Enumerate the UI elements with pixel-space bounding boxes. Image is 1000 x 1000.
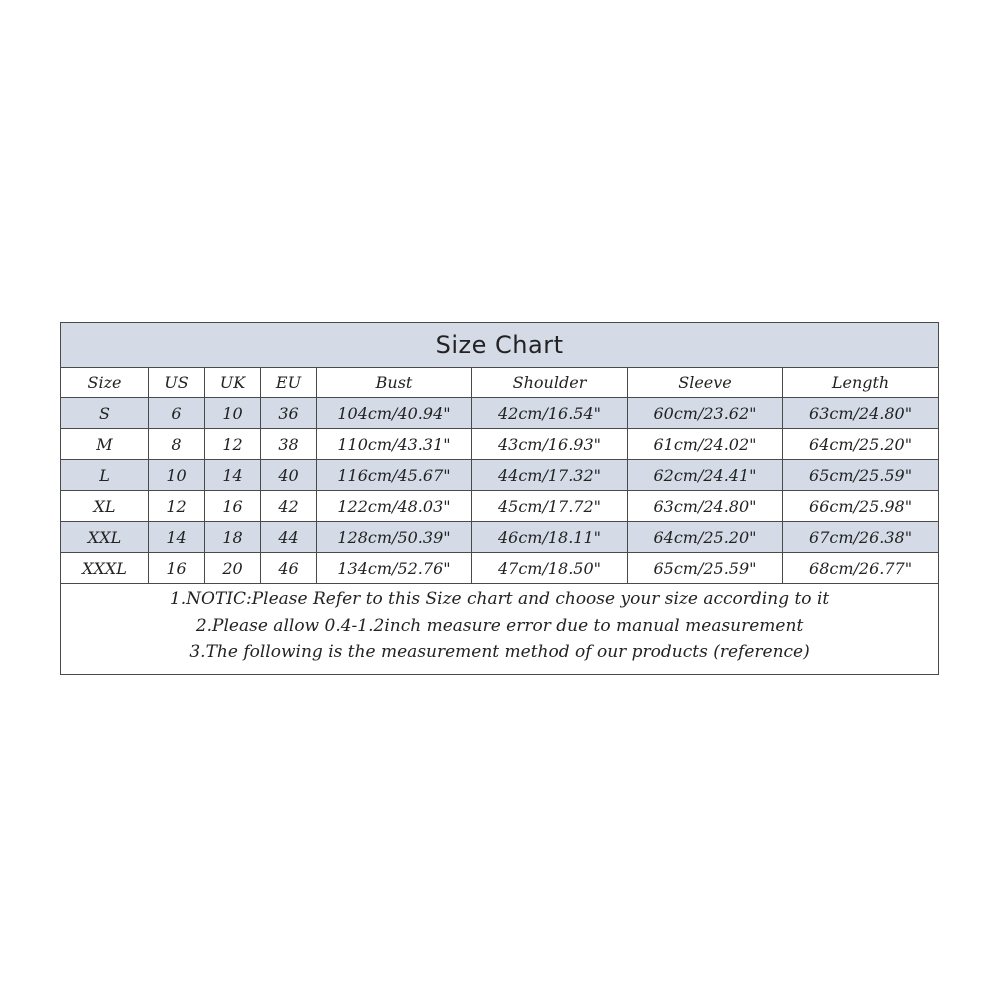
notes-cell: [61, 584, 939, 675]
length-cell: 63cm/24.80": [783, 398, 939, 429]
us-cell: 10: [149, 460, 205, 491]
length-cell: 68cm/26.77": [783, 553, 939, 584]
column-header-us: US: [149, 368, 205, 398]
size-cell: XXL: [61, 522, 149, 553]
uk-cell: 16: [205, 491, 261, 522]
sleeve-cell: 65cm/25.59": [628, 553, 783, 584]
table-row: [61, 460, 939, 491]
us-cell: 12: [149, 491, 205, 522]
column-header-uk: UK: [205, 368, 261, 398]
size-table: [60, 322, 939, 675]
uk-cell: 18: [205, 522, 261, 553]
us-cell: 6: [149, 398, 205, 429]
eu-cell: 44: [261, 522, 317, 553]
shoulder-cell: 43cm/16.93": [472, 429, 628, 460]
note-line: 2.Please allow 0.4-1.2inch measure error due to manual measurement: [195, 615, 804, 636]
bust-cell: 110cm/43.31": [317, 429, 472, 460]
column-header-shoulder: Shoulder: [472, 368, 628, 398]
us-cell: 8: [149, 429, 205, 460]
column-header-length: Length: [783, 368, 939, 398]
column-header-sleeve: Sleeve: [628, 368, 783, 398]
bust-cell: 122cm/48.03": [317, 491, 472, 522]
bust-cell: 128cm/50.39": [317, 522, 472, 553]
length-cell: 65cm/25.59": [783, 460, 939, 491]
note-line: 3.The following is the measurement method of our products (reference): [189, 642, 810, 662]
us-cell: 14: [149, 522, 205, 553]
table-row: [61, 522, 939, 553]
uk-cell: 14: [205, 460, 261, 491]
size-chart: [60, 322, 938, 675]
sleeve-cell: 64cm/25.20": [628, 522, 783, 553]
sleeve-cell: 60cm/23.62": [628, 398, 783, 429]
table-row: [61, 429, 939, 460]
size-cell: M: [61, 429, 149, 460]
eu-cell: 40: [261, 460, 317, 491]
column-header-bust: Bust: [317, 368, 472, 398]
shoulder-cell: 44cm/17.32": [472, 460, 628, 491]
bust-cell: 104cm/40.94": [317, 398, 472, 429]
column-header-size: Size: [61, 368, 149, 398]
shoulder-cell: 46cm/18.11": [472, 522, 628, 553]
eu-cell: 36: [261, 398, 317, 429]
chart-title: Size Chart: [61, 323, 939, 368]
size-cell: XXXL: [61, 553, 149, 584]
header-row: [61, 368, 939, 398]
size-cell: XL: [61, 491, 149, 522]
table-row: [61, 398, 939, 429]
length-cell: 64cm/25.20": [783, 429, 939, 460]
size-cell: L: [61, 460, 149, 491]
uk-cell: 20: [205, 553, 261, 584]
eu-cell: 38: [261, 429, 317, 460]
eu-cell: 46: [261, 553, 317, 584]
size-cell: S: [61, 398, 149, 429]
shoulder-cell: 45cm/17.72": [472, 491, 628, 522]
shoulder-cell: 47cm/18.50": [472, 553, 628, 584]
note-line: 1.NOTIC:Please Refer to this Size chart and choose your size according to it: [169, 589, 830, 609]
us-cell: 16: [149, 553, 205, 584]
sleeve-cell: 63cm/24.80": [628, 491, 783, 522]
sleeve-cell: 61cm/24.02": [628, 429, 783, 460]
table-row: [61, 491, 939, 522]
sleeve-cell: 62cm/24.41": [628, 460, 783, 491]
shoulder-cell: 42cm/16.54": [472, 398, 628, 429]
bust-cell: 116cm/45.67": [317, 460, 472, 491]
notes-row: [61, 584, 939, 675]
column-header-eu: EU: [261, 368, 317, 398]
length-cell: 66cm/25.98": [783, 491, 939, 522]
eu-cell: 42: [261, 491, 317, 522]
table-row: [61, 553, 939, 584]
length-cell: 67cm/26.38": [783, 522, 939, 553]
uk-cell: 10: [205, 398, 261, 429]
uk-cell: 12: [205, 429, 261, 460]
bust-cell: 134cm/52.76": [317, 553, 472, 584]
